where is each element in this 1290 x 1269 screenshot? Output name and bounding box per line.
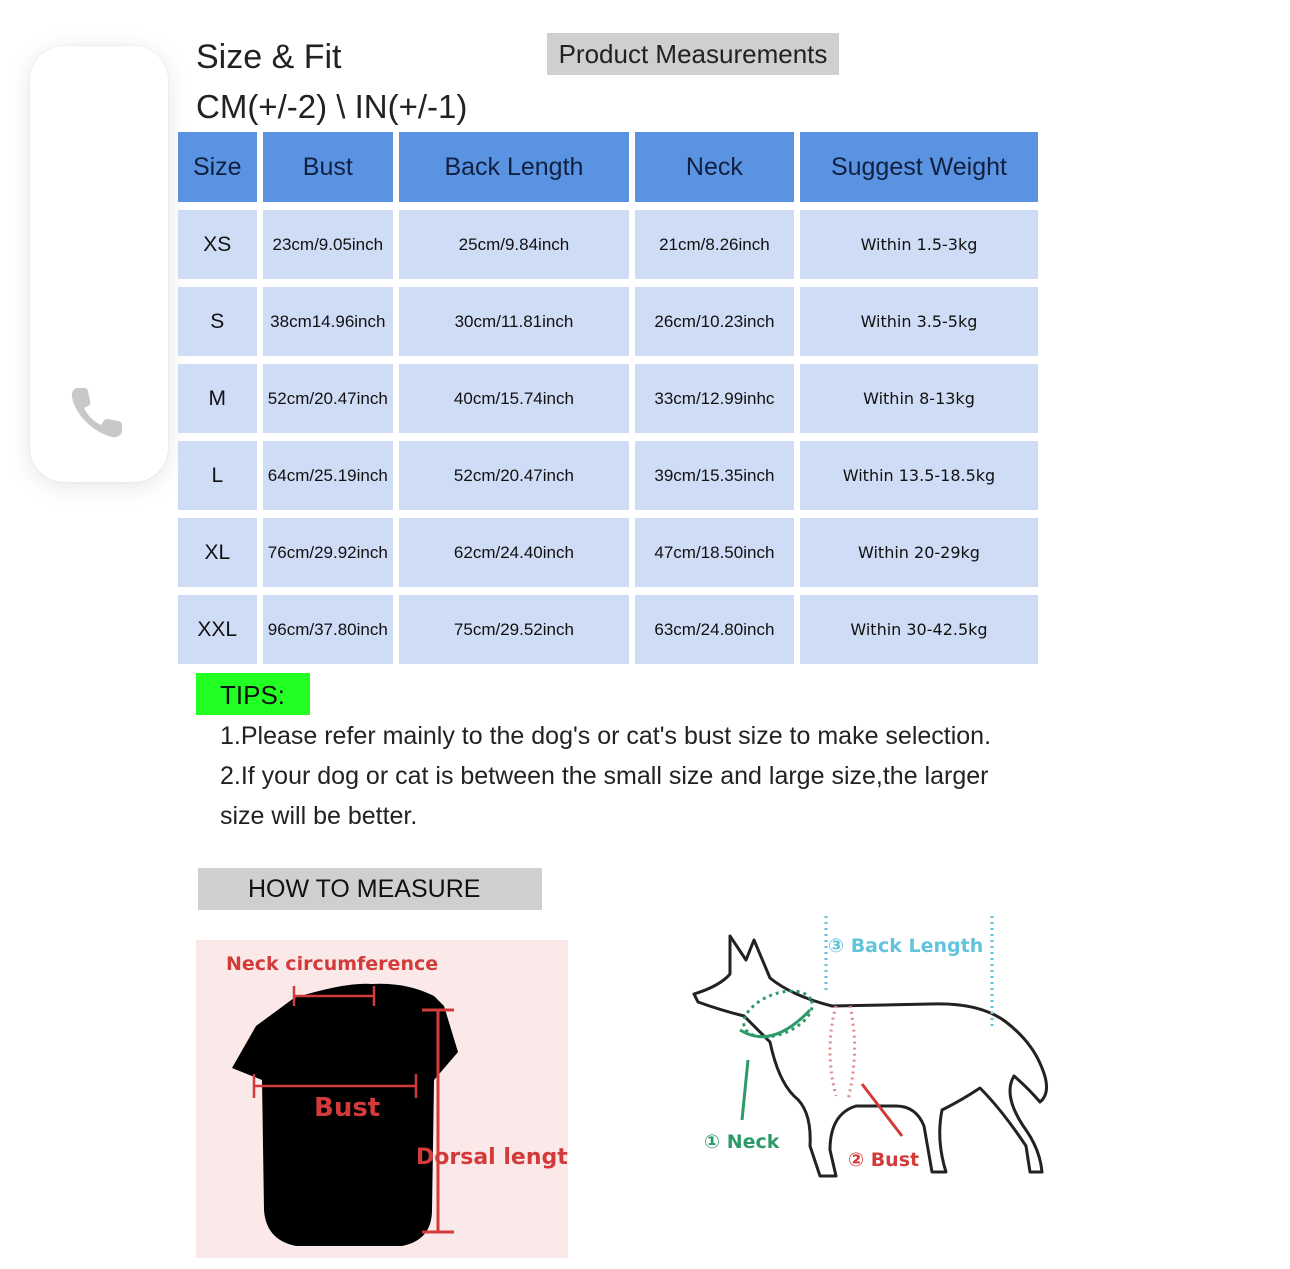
tip-line-3: size will be better.	[220, 802, 418, 830]
back-length-cell: 52cm/20.47inch	[399, 441, 629, 510]
how-to-measure-badge: HOW TO MEASURE	[198, 868, 542, 910]
size-cell: XL	[178, 518, 257, 587]
column-header-size: Size	[178, 132, 257, 202]
call-button[interactable]	[66, 382, 128, 444]
bust-cell: 76cm/29.92inch	[263, 518, 394, 587]
back-length-cell: 30cm/11.81inch	[399, 287, 629, 356]
dog-back-length-label: ③ Back Length	[828, 935, 984, 957]
size-cell: XXL	[178, 595, 257, 664]
neck-cell: 33cm/12.99inhc	[635, 364, 794, 433]
product-measurements-badge: Product Measurements	[547, 33, 839, 75]
shirt-measure-diagram	[196, 940, 568, 1258]
tips-badge: TIPS:	[196, 673, 310, 715]
unit-tolerance: CM(+/-2) \ IN(+/-1)	[196, 88, 468, 125]
size-cell: M	[178, 364, 257, 433]
weight-cell: Within 3.5-5kg	[800, 287, 1038, 356]
column-header-back-length: Back Length	[399, 132, 629, 202]
table-row	[178, 441, 1038, 510]
neck-cell: 21cm/8.26inch	[635, 210, 794, 279]
bust-cell: 38cm14.96inch	[263, 287, 394, 356]
back-length-cell: 75cm/29.52inch	[399, 595, 629, 664]
weight-cell: Within 20-29kg	[800, 518, 1038, 587]
neck-circumference-label: Neck circumference	[226, 953, 439, 975]
size-cell: S	[178, 287, 257, 356]
column-header-bust: Bust	[263, 132, 394, 202]
tip-line-1: 1.Please refer mainly to the dog's or cat's bust size to make selection.	[220, 722, 992, 750]
neck-cell: 63cm/24.80inch	[635, 595, 794, 664]
neck-cell: 47cm/18.50inch	[635, 518, 794, 587]
weight-cell: Within 30-42.5kg	[800, 595, 1038, 664]
bust-cell: 96cm/37.80inch	[263, 595, 394, 664]
weight-cell: Within 1.5-3kg	[800, 210, 1038, 279]
neck-cell: 39cm/15.35inch	[635, 441, 794, 510]
weight-cell: Within 13.5-18.5kg	[800, 441, 1038, 510]
size-cell: L	[178, 441, 257, 510]
dog-neck-label: ① Neck	[704, 1131, 780, 1153]
table-row	[178, 595, 1038, 664]
bust-cell: 64cm/25.19inch	[263, 441, 394, 510]
dorsal-length-label: Dorsal length	[416, 1145, 568, 1170]
dog-bust-label: ② Bust	[848, 1149, 920, 1171]
table-row	[178, 210, 1038, 279]
table-row	[178, 364, 1038, 433]
weight-cell: Within 8-13kg	[800, 364, 1038, 433]
table-row	[178, 287, 1038, 356]
size-chart-table	[172, 124, 1044, 672]
size-cell: XS	[178, 210, 257, 279]
phone-icon	[66, 382, 128, 444]
bust-cell: 23cm/9.05inch	[263, 210, 394, 279]
dog-measure-diagram	[680, 910, 1070, 1210]
back-length-cell: 62cm/24.40inch	[399, 518, 629, 587]
table-row	[178, 518, 1038, 587]
neck-cell: 26cm/10.23inch	[635, 287, 794, 356]
bust-cell: 52cm/20.47inch	[263, 364, 394, 433]
back-length-cell: 25cm/9.84inch	[399, 210, 629, 279]
column-header-neck: Neck	[635, 132, 794, 202]
bust-label: Bust	[314, 1093, 381, 1123]
page-title: Size & Fit	[196, 38, 342, 76]
back-length-cell: 40cm/15.74inch	[399, 364, 629, 433]
tip-line-2: 2.If your dog or cat is between the small size and large size,the larger	[220, 762, 989, 790]
table-header-row	[178, 132, 1038, 202]
column-header-suggest-weight: Suggest Weight	[800, 132, 1038, 202]
